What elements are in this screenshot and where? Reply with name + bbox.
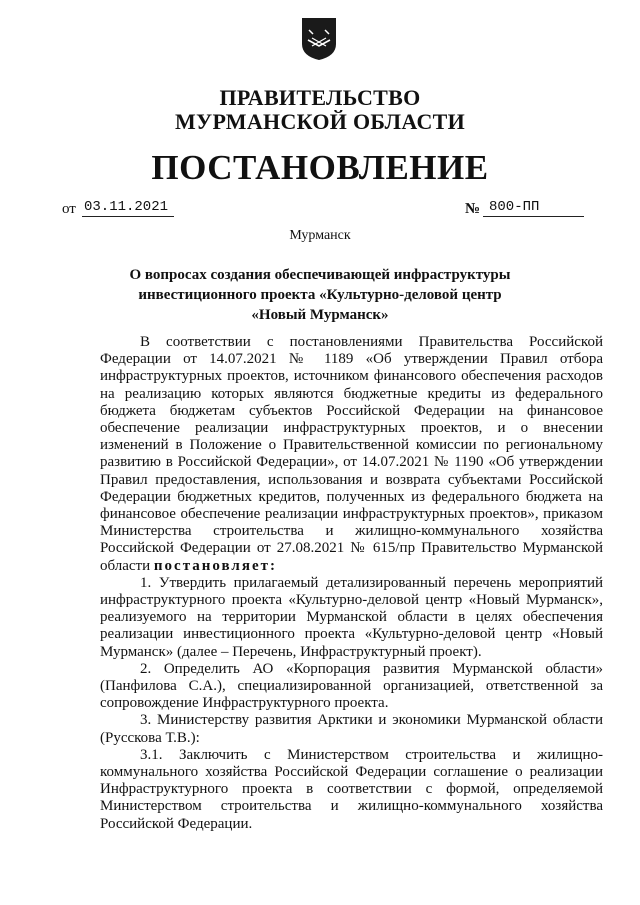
government-name-line1: ПРАВИТЕЛЬСТВО <box>219 85 421 110</box>
number-value: 800-ПП <box>483 199 584 217</box>
document-title: О вопросах создания обеспечивающей инфраструктуры инвестиционного проекта «Культурно-деловой центр «Новый Мурманск» <box>129 267 511 323</box>
date-label: от <box>62 201 76 217</box>
city-name: Мурманск <box>289 228 351 243</box>
document-body <box>100 334 603 833</box>
preamble-paragraph <box>100 334 603 575</box>
item-1-paragraph: 1. Утвердить прилагаемый детализированный перечень мероприятий инфраструктурного проекта «Культурно-деловой центр «Новый Мурманск», реализуемого на территории Мурманской области в целях обеспечения реализации инвестиционного проекта «Культурно-деловой центр «Новый Мурманск» (далее – Перечень, Инфраструктурный проект). <box>100 574 603 660</box>
document-type-heading: ПОСТАНОВЛЕНИЕ <box>151 148 489 187</box>
item-3-paragraph: 3. Министерству развития Арктики и экономики Мурманской области (Русскова Т.В.): <box>100 712 603 746</box>
item-2-paragraph: 2. Определить АО «Корпорация развития Мурманской области» (Панфилова С.А.), специализированной организацией, ответственной за сопровождение Инфраструктурного проекта. <box>100 660 603 712</box>
decree-word: постановляет: <box>153 557 277 574</box>
government-name-line2: МУРМАНСКОЙ ОБЛАСТИ <box>174 109 466 134</box>
coat-of-arms-icon <box>300 16 338 62</box>
date-value: 03.11.2021 <box>82 199 174 217</box>
number-label: № <box>465 201 481 217</box>
preamble-text: В соответствии с постановлениями Правительства Российской Федерации от 14.07.2021 № 1189 «Об утверждении Правил отбора инфраструктурных проектов, источником финансового обеспечения расходов на реализацию которых являются бюджетные кредиты из федерального бюджета бюджетам субъектов Российской Федерации на финансовое обеспечение реализации инфраструктурных проектов, и о внесении изменений в Положение о Правительственной комиссии по региональному развитию в Российской Федерации», от 14.07.2021 № 1190 «Об утверждении Правил предоставления, использования и возврата субъектами Российской Федерации бюджетных кредитов, полученных из федерального бюджета на финансовое обеспечение реализации инфраструктурных проектов», приказом Министерства строительства и жилищно-коммунального хозяйства Российской Федерации от 27.08.2021 № 615/пр Правительство Мурманской области <box>100 334 603 574</box>
item-3-1-paragraph: 3.1. Заключить с Министерством строительства и жилищно-коммунального хозяйства Российской Федерации соглашение о реализации Инфраструктурного проекта в соответствии с формой, определяемой Министерством строительства и жилищно-коммунального хозяйства Российской Федерации. <box>100 746 603 832</box>
